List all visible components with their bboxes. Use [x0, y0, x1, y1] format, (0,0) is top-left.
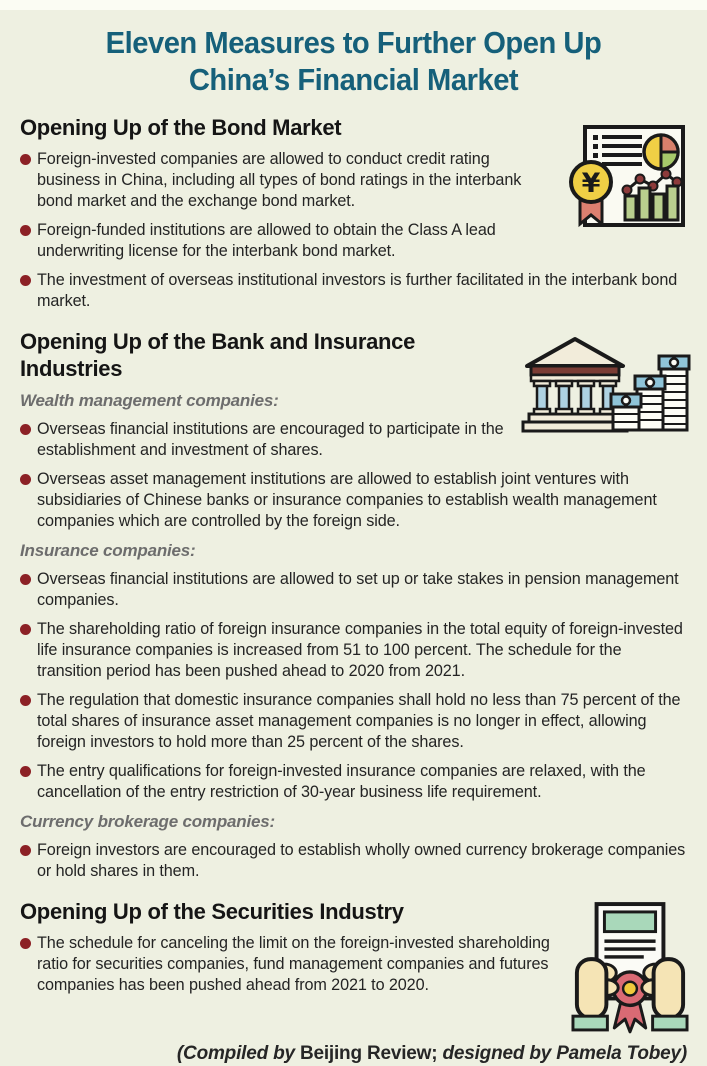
subheading-wealth-management: Wealth management companies:	[20, 391, 279, 410]
bullet-text: The regulation that domestic insurance companies shall hold no less than 75 percent of the total shares of insurance asset management companies is no longer in effect, allowing foreign investors to hold more than 25 percent of the shares.	[37, 691, 681, 751]
bullet-text: The investment of overseas institutional investors is further facilitated in the interbank bond market.	[37, 271, 678, 310]
bullet-text: The schedule for canceling the limit on the foreign-invested shareholding ratio for securities companies, fund management companies and futures companies has been pushed ahead from 2021 to 2020.	[37, 934, 550, 994]
bullet-text: Overseas asset management institutions are allowed to establish joint ventures with subsidiaries of Chinese banks or insurance companies to establish wealth management companies which are controlled by the foreign side.	[37, 470, 657, 530]
page-title	[21, 24, 686, 98]
bullet-marker	[20, 845, 31, 856]
bullet-item	[20, 933, 689, 996]
credit-line	[20, 1042, 687, 1066]
bullet-marker	[20, 695, 31, 706]
bullet-marker	[20, 766, 31, 777]
bullet-item	[20, 761, 689, 803]
bullet-text: Foreign-funded institutions are allowed to obtain the Class A lead underwriting license for the interbank bond market.	[37, 221, 496, 260]
bullet-item	[20, 270, 689, 312]
subheading-insurance: Insurance companies:	[20, 541, 196, 560]
bullet-text: Foreign investors are encouraged to establish wholly owned currency brokerage companies or hold shares in them.	[37, 841, 686, 880]
page-title-line1: Eleven Measures to Further Open Up	[105, 25, 602, 60]
bullet-marker	[20, 624, 31, 635]
credit-suffix: designed by Pamela Tobey)	[437, 1043, 687, 1064]
bullet-item	[20, 469, 689, 532]
bullet-text: The entry qualifications for foreign-invested insurance companies are relaxed, with the cancellation of the entry restriction of 30-year business life requirement.	[37, 762, 646, 801]
section-securities	[20, 898, 689, 1066]
bullet-marker	[20, 275, 31, 286]
bullet-item	[20, 690, 689, 753]
bullet-item	[20, 149, 689, 212]
bullet-text: Overseas financial institutions are encouraged to participate in the establishment and investment of shares.	[37, 420, 504, 459]
content	[0, 114, 707, 1066]
section-heading-bank-insurance: Opening Up of the Bank and Insurance Industries	[20, 329, 416, 381]
bullet-marker	[20, 474, 31, 485]
bullet-text: The shareholding ratio of foreign insurance companies in the total equity of foreign-invested life insurance companies is increased from 51 to 100 percent. The schedule for the transition period has been pushed ahead to 2020 from 2021.	[37, 620, 683, 680]
bullet-item	[20, 220, 689, 262]
section-heading-bond-market: Opening Up of the Bond Market	[20, 115, 342, 140]
bullet-item	[20, 840, 689, 882]
bullet-marker	[20, 154, 31, 165]
bullet-marker	[20, 225, 31, 236]
bullet-item	[20, 619, 689, 682]
page-top-margin	[0, 0, 707, 10]
section-bond-market	[20, 114, 689, 312]
bullet-item	[20, 569, 689, 611]
credit-prefix: (Compiled by	[176, 1043, 300, 1064]
credit-brand: Beijing Review;	[299, 1043, 438, 1064]
bullet-marker	[20, 938, 31, 949]
bullet-marker	[20, 574, 31, 585]
bullet-item	[20, 419, 689, 461]
section-heading-securities: Opening Up of the Securities Industry	[20, 899, 404, 924]
subheading-currency-brokerage: Currency brokerage companies:	[20, 812, 275, 831]
page-title-line2: China’s Financial Market	[188, 62, 519, 97]
bullet-text: Foreign-invested companies are allowed to conduct credit rating business in China, including all types of bond ratings in the interbank bond market and the exchange bond market.	[37, 150, 522, 210]
bullet-marker	[20, 424, 31, 435]
bullet-text: Overseas financial institutions are allowed to set up or take stakes in pension management companies.	[37, 570, 679, 609]
section-bank-insurance	[20, 328, 689, 882]
svg-text:¥: ¥	[581, 168, 601, 199]
